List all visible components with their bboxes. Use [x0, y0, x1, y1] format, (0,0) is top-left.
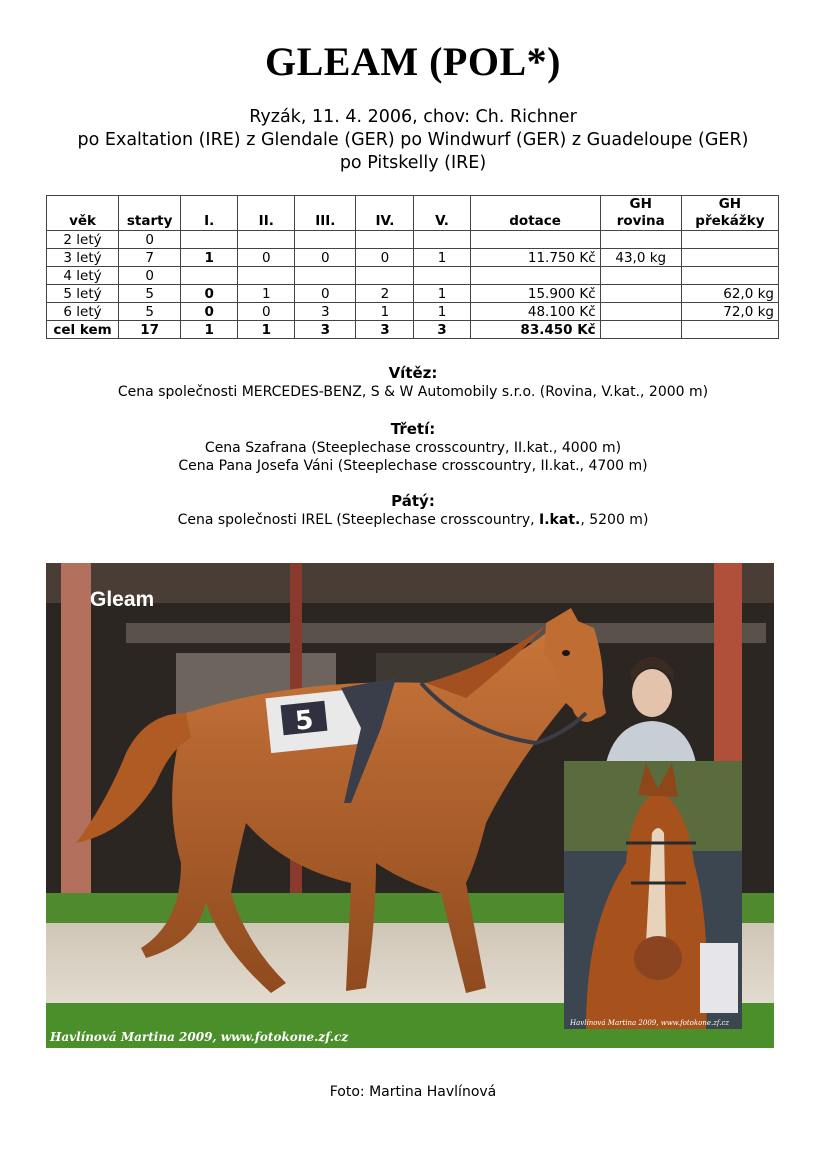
third-place-section: [0, 420, 826, 475]
col-header: V.: [414, 196, 470, 231]
table-total-row: [47, 321, 779, 339]
cell: 0: [295, 249, 356, 267]
cell: [600, 231, 681, 249]
table-row: [47, 285, 779, 303]
col-header: IV.: [356, 196, 414, 231]
cell: 11.750 Kč: [470, 249, 600, 267]
horse-info: Ryzák, 11. 4. 2006, chov: Ch. Richner: [249, 107, 577, 127]
cell: 5: [119, 303, 181, 321]
cell: [356, 231, 414, 249]
cell: [181, 267, 238, 285]
table-row: [47, 231, 779, 249]
table-row: [47, 267, 779, 285]
photo-caption: Foto: Martina Havlínová: [329, 1084, 497, 1100]
col-header: dotace: [470, 196, 600, 231]
cell: 0: [238, 249, 295, 267]
pedigree-line-2: po Pitskelly (IRE): [339, 153, 487, 173]
horse-photo: [46, 563, 774, 1048]
table-row: [47, 303, 779, 321]
cell: 0: [295, 285, 356, 303]
horse-photo-illustration: [46, 563, 774, 1048]
section-heading: Pátý:: [391, 492, 435, 510]
winner-section: [0, 364, 826, 401]
cell: [681, 267, 778, 285]
saddlecloth-number: 5: [293, 705, 315, 737]
cell: [238, 267, 295, 285]
cell: 4 letý: [47, 267, 119, 285]
cell: 0: [356, 249, 414, 267]
cell: [181, 231, 238, 249]
cell: [295, 267, 356, 285]
cell: 3: [295, 303, 356, 321]
cell: 62,0 kg: [681, 285, 778, 303]
pedigree-line: po Exaltation (IRE) z Glendale (GER) po Windwurf (GER) z Guadeloupe (GER): [77, 130, 749, 150]
cell: [470, 231, 600, 249]
race-entry: Cena Szafrana (Steeplechase crosscountry, II.kat., 4000 m): [204, 440, 622, 456]
cell: 0: [119, 267, 181, 285]
cell: 15.900 Kč: [470, 285, 600, 303]
cell: [681, 321, 778, 339]
horse-name-title: GLEAM (POL*): [265, 39, 561, 84]
section-heading: Vítěz:: [388, 364, 438, 382]
table-header-row: [47, 196, 779, 231]
cell: [681, 249, 778, 267]
race-entry: Cena Pana Josefa Váni (Steeplechase crosscountry, II.kat., 4700 m): [178, 458, 648, 474]
cell: 3 letý: [47, 249, 119, 267]
cell: [681, 231, 778, 249]
col-header: starty: [119, 196, 181, 231]
cell: 7: [119, 249, 181, 267]
cell: 1: [181, 321, 238, 339]
cell: 1: [414, 303, 470, 321]
col-header: věk: [47, 196, 119, 231]
cell: cel kem: [47, 321, 119, 339]
cell: [470, 267, 600, 285]
cell: 17: [119, 321, 181, 339]
cell: [295, 231, 356, 249]
col-header: GH rovina: [600, 196, 681, 231]
cell: [600, 303, 681, 321]
racing-stats-table: [46, 195, 779, 339]
cell: 3: [414, 321, 470, 339]
cell: 2: [356, 285, 414, 303]
race-text: Cena společnosti IREL (Steeplechase crosscountry,: [177, 512, 540, 528]
fifth-place-section: [0, 492, 826, 529]
cell: 5: [119, 285, 181, 303]
cell: [600, 267, 681, 285]
cell: 5 letý: [47, 285, 119, 303]
photo-label: Gleam: [90, 588, 155, 611]
inset-watermark: Havlínová Martina 2009, www.fotokone.zf.cz: [570, 1019, 730, 1027]
cell: [414, 231, 470, 249]
race-entry: [0, 511, 826, 529]
cell: 2 letý: [47, 231, 119, 249]
cell: [414, 267, 470, 285]
cell: [356, 267, 414, 285]
cell: 48.100 Kč: [470, 303, 600, 321]
cell: [600, 285, 681, 303]
col-header: II.: [238, 196, 295, 231]
cell: [600, 321, 681, 339]
cell: 1: [414, 249, 470, 267]
race-entry: Cena společnosti MERCEDES-BENZ, S & W Automobily s.r.o. (Rovina, V.kat., 2000 m): [117, 384, 709, 400]
race-category: I.kat.: [539, 512, 581, 528]
cell: 83.450 Kč: [470, 321, 600, 339]
cell: 3: [295, 321, 356, 339]
cell: 0: [181, 285, 238, 303]
cell: 43,0 kg: [600, 249, 681, 267]
cell: 0: [181, 303, 238, 321]
table-row: [47, 249, 779, 267]
cell: 72,0 kg: [681, 303, 778, 321]
race-text: , 5200 m): [580, 512, 649, 528]
cell: 1: [238, 321, 295, 339]
cell: 1: [356, 303, 414, 321]
section-heading: Třetí:: [390, 420, 436, 438]
cell: 1: [414, 285, 470, 303]
col-header: III.: [295, 196, 356, 231]
cell: [238, 231, 295, 249]
cell: 0: [238, 303, 295, 321]
cell: 6 letý: [47, 303, 119, 321]
cell: 0: [119, 231, 181, 249]
cell: 1: [238, 285, 295, 303]
cell: 1: [181, 249, 238, 267]
cell: 3: [356, 321, 414, 339]
photo-watermark: Havlínová Martina 2009, www.fotokone.zf.cz: [50, 1030, 349, 1044]
col-header: GH překážky: [681, 196, 778, 231]
col-header: I.: [181, 196, 238, 231]
